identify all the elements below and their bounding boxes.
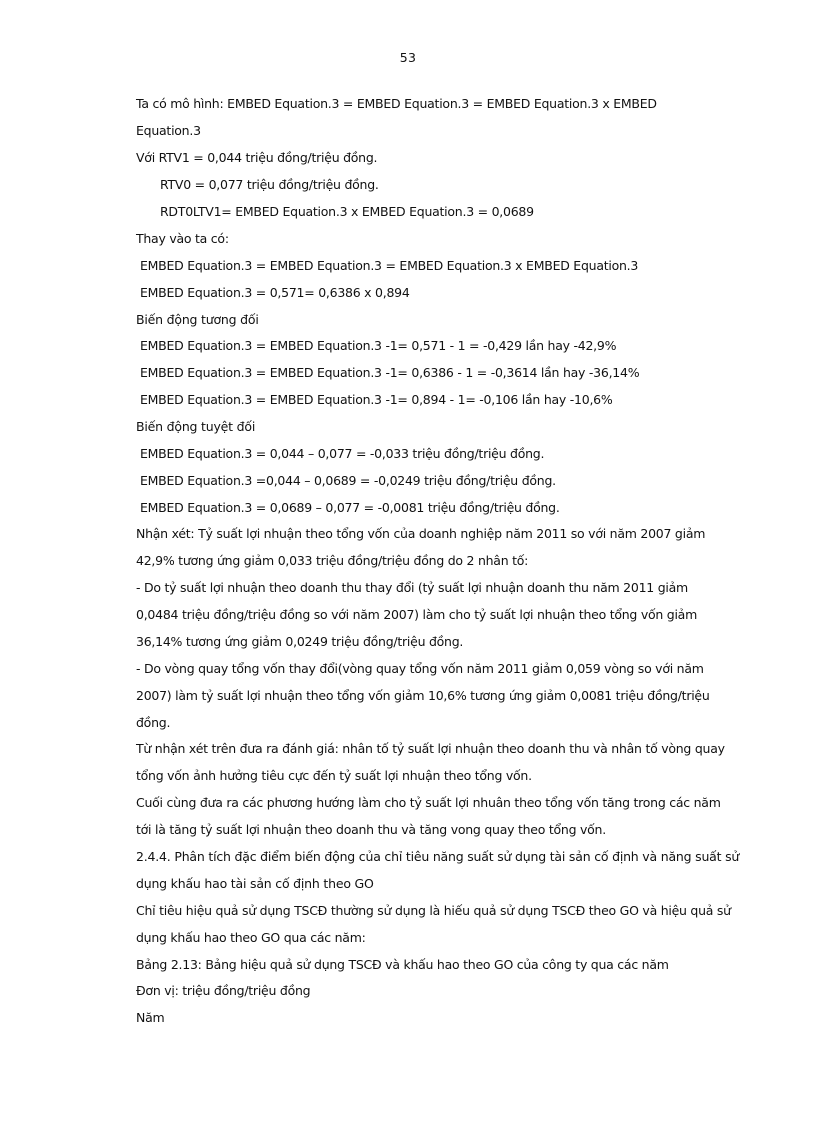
relative-change-line-2: EMBED Equation.3 = EMBED Equation.3 -1= 0,6386 - 1 = -0,3614 lần hay -36,14% bbox=[140, 365, 640, 380]
substitution-equation-2: EMBED Equation.3 = 0,571= 0,6386 x 0,894 bbox=[140, 285, 410, 300]
evaluation-line-2: tổng vốn ảnh hưởng tiêu cực đến tỷ suất lợi nhuận theo tổng vốn. bbox=[136, 768, 532, 783]
relative-change-line-3: EMBED Equation.3 = EMBED Equation.3 -1= 0,894 - 1= -0,106 lần hay -10,6% bbox=[140, 392, 613, 407]
unit-line: Đơn vị: triệu đồng/triệu đồng bbox=[136, 983, 311, 998]
conclusion-line-2: tới là tăng tỷ suất lợi nhuận theo doanh thu và tăng vong quay theo tổng vốn. bbox=[136, 822, 606, 837]
model-equation-line: Ta có mô hình: EMBED Equation.3 = EMBED Equation.3 = EMBED Equation.3 x EMBED bbox=[136, 96, 657, 111]
section-2-4-4-heading-line-2: dụng khấu hao tài sản cố định theo GO bbox=[136, 876, 374, 891]
factor-2-line-2: 2007) làm tỷ suất lợi nhuận theo tổng vốn giảm 10,6% tương ứng giảm 0,0081 triệu đồng/triệu bbox=[136, 688, 710, 703]
table-caption: Bảng 2.13: Bảng hiệu quả sử dụng TSCĐ và khấu hao theo GO của công ty qua các năm bbox=[136, 957, 669, 972]
substitution-heading: Thay vào ta có: bbox=[136, 231, 229, 246]
relative-change-heading: Biến động tương đối bbox=[136, 312, 259, 327]
factor-1-line-3: 36,14% tương ứng giảm 0,0249 triệu đồng/triệu đồng. bbox=[136, 634, 464, 649]
absolute-change-line-3: EMBED Equation.3 = 0,0689 – 0,077 = -0,0081 triệu đồng/triệu đồng. bbox=[140, 500, 560, 515]
comment-paragraph-line-1: Nhận xét: Tỷ suất lợi nhuận theo tổng vốn của doanh nghiệp năm 2011 so với năm 2007 giảm bbox=[136, 526, 706, 541]
factor-1-line-1: - Do tỷ suất lợi nhuận theo doanh thu thay đổi (tỷ suất lợi nhuận doanh thu năm 2011 giảm bbox=[136, 580, 688, 595]
substitution-equation-1: EMBED Equation.3 = EMBED Equation.3 = EMBED Equation.3 x EMBED Equation.3 bbox=[140, 258, 639, 273]
relative-change-line-1: EMBED Equation.3 = EMBED Equation.3 -1= 0,571 - 1 = -0,429 lần hay -42,9% bbox=[140, 338, 617, 353]
absolute-change-line-1: EMBED Equation.3 = 0,044 – 0,077 = -0,033 triệu đồng/triệu đồng. bbox=[140, 446, 545, 461]
rtv0-line: RTV0 = 0,077 triệu đồng/triệu đồng. bbox=[160, 177, 379, 192]
model-equation-continuation: Equation.3 bbox=[136, 123, 201, 138]
section-2-4-4-heading-line-1: 2.4.4. Phân tích đặc điểm biến động của chỉ tiêu năng suất sử dụng tài sản cố định và năng suất sử bbox=[136, 849, 740, 864]
factor-2-line-3: đồng. bbox=[136, 715, 171, 730]
rdt0ltv1-line: RDT0LTV1= EMBED Equation.3 x EMBED Equation.3 = 0,0689 bbox=[160, 204, 534, 219]
absolute-change-heading: Biến động tuyệt đối bbox=[136, 419, 256, 434]
conclusion-line-1: Cuối cùng đưa ra các phương hướng làm cho tỷ suất lợi nhuân theo tổng vốn tăng trong các năm bbox=[136, 795, 721, 810]
absolute-change-line-2: EMBED Equation.3 =0,044 – 0,0689 = -0,0249 triệu đồng/triệu đồng. bbox=[140, 473, 556, 488]
indicator-description-line-1: Chỉ tiêu hiệu quả sử dụng TSCĐ thường sử dụng là hiếu quả sử dụng TSCĐ theo GO và hiệu quả sử bbox=[136, 903, 731, 918]
rtv1-line: Với RTV1 = 0,044 triệu đồng/triệu đồng. bbox=[136, 150, 378, 165]
indicator-description-line-2: dụng khấu hao theo GO qua các năm: bbox=[136, 930, 366, 945]
factor-1-line-2: 0,0484 triệu đồng/triệu đồng so với năm 2007) làm cho tỷ suất lợi nhuận theo tổng vốn giảm bbox=[136, 607, 698, 622]
factor-2-line-1: - Do vòng quay tổng vốn thay đổi(vòng quay tổng vốn năm 2011 giảm 0,059 vòng so với năm bbox=[136, 661, 704, 676]
comment-paragraph-line-2: 42,9% tương ứng giảm 0,033 triệu đồng/triệu đồng do 2 nhân tố: bbox=[136, 553, 529, 568]
year-label: Năm bbox=[136, 1010, 165, 1025]
evaluation-line-1: Từ nhận xét trên đưa ra đánh giá: nhân tố tỷ suất lợi nhuận theo doanh thu và nhân tố vòng quay bbox=[136, 741, 725, 756]
page-number: 53 bbox=[399, 50, 417, 65]
